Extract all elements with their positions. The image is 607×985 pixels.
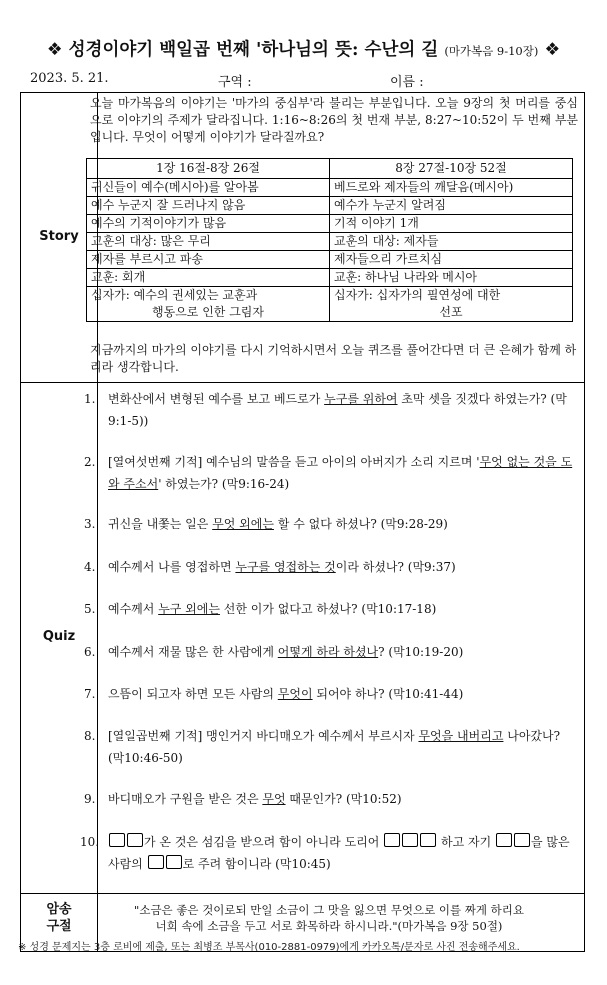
cell-line: 선포 xyxy=(439,305,463,319)
row-divider xyxy=(21,382,584,383)
table-row xyxy=(87,215,573,233)
question-key: 누구를 위하여 xyxy=(324,392,398,406)
diamond-icon: ❖ xyxy=(544,40,561,60)
story-intro: 오늘 마가복음의 이야기는 '마가의 중심부'라 불리는 부분입니다. 오늘 9장의 첫 머리를 중심으로 이야기의 주제가 달라집니다. 1:16~8:26의 첫 번재 부분, 8:27~10:52이 두 번째 부분입니다. 무엇이 어떻게 이야기가 달라질까요? xyxy=(90,96,578,144)
question-key: 누구를 영접하는 것 xyxy=(235,560,336,574)
table-cell: 교훈의 대상: 많은 무리 xyxy=(87,233,330,251)
question-key: 누구 외에는 xyxy=(158,602,220,616)
date: 2023. 5. 21. xyxy=(30,71,109,86)
question-text: 으뜸이 되고자 하면 모든 사람의 xyxy=(108,687,278,701)
blank-box xyxy=(127,833,143,847)
question-text: ' 하였는가? (막9:16-24) xyxy=(158,477,290,491)
table-cell: 예수 누군지 잘 드러나지 않음 xyxy=(87,197,330,215)
quiz-question xyxy=(84,641,573,663)
question-text: 선한 이가 없다고 하셨나? (막10:17-18) xyxy=(219,602,437,616)
memory-label-line: 암송 xyxy=(46,902,72,917)
question-key: 어떻게 하라 하셨나 xyxy=(277,645,379,659)
district-label: 구역 : xyxy=(218,75,252,90)
name-label: 이름 : xyxy=(390,75,424,90)
quiz-question xyxy=(84,683,573,705)
quiz-question xyxy=(84,451,573,495)
question-text: 을 많은 사람의 xyxy=(108,835,570,871)
question-text: 할 수 없다 하셨나? (막9:28-29) xyxy=(273,517,448,531)
question-text: 때문인가? (막10:52) xyxy=(285,792,402,806)
quiz-question xyxy=(84,725,573,769)
table-cell: 교훈의 대상: 제자들 xyxy=(330,233,573,251)
memory-verse xyxy=(84,902,574,934)
cell-line: 십자가: 십자가의 필연성에 대한 xyxy=(334,288,501,302)
memory-verse-line: "소금은 좋은 것이로되 만일 소금이 그 맛을 잃으면 무엇으로 이를 짜게 하리요 xyxy=(134,903,524,917)
blank-box xyxy=(514,833,530,847)
title-main: '하나님의 뜻: 수난의 길 xyxy=(255,40,439,60)
question-text: [열일곱번째 기적] 맹인거지 바디매오가 예수께서 부르시자 xyxy=(108,729,419,743)
table-cell: 예수의 기적이야기가 많음 xyxy=(87,215,330,233)
table-cell xyxy=(87,287,330,322)
table-row xyxy=(87,269,573,287)
question-text: 로 주려 함이니라 (막10:45) xyxy=(182,857,331,871)
table-row xyxy=(87,179,573,197)
page-title xyxy=(0,36,607,61)
memory-label-line: 구절 xyxy=(46,919,72,934)
question-number: 6. xyxy=(84,645,96,659)
table-cell: 교훈: 회개 xyxy=(87,269,330,287)
footnote: ※ 성경 문제지는 3층 로비에 제출, 또는 최병조 부목사(010-2881-0979)에게 카카오톡/문자로 사진 전송해주세요. xyxy=(18,942,520,953)
diamond-icon: ❖ xyxy=(46,40,63,60)
question-key: 무엇이 xyxy=(277,687,313,701)
blank-box xyxy=(402,833,418,847)
question-number: 4. xyxy=(84,560,96,574)
table-cell: 교훈: 하나님 나라와 메시아 xyxy=(330,269,573,287)
table-cell: 귀신들이 예수(메시아)를 알아봄 xyxy=(87,179,330,197)
blank-box xyxy=(148,855,164,869)
quiz-question xyxy=(84,788,573,810)
table-cell: 제자를 부르시고 파송 xyxy=(87,251,330,269)
question-number: 2. xyxy=(84,455,96,469)
question-key: 무엇 xyxy=(262,792,286,806)
table-cell: 예수가 누군지 알려짐 xyxy=(330,197,573,215)
question-number: 5. xyxy=(84,602,96,616)
quiz-question xyxy=(80,831,573,875)
quiz-question xyxy=(84,388,573,432)
blank-box xyxy=(496,833,512,847)
blank-box xyxy=(166,855,182,869)
question-text: 예수께서 나를 영접하면 xyxy=(108,560,236,574)
question-text: [열여섯번째 기적] 예수님의 말씀을 듣고 아이의 아버지가 소리 지르며 ' xyxy=(108,455,480,469)
question-key: 무엇 외에는 xyxy=(212,517,274,531)
blank-box xyxy=(420,833,436,847)
question-number: 1. xyxy=(84,392,96,406)
title-sub: (마가복음 9-10장) xyxy=(444,44,539,58)
blank-box xyxy=(384,833,400,847)
question-text: 나아갔나? (막10:46-50) xyxy=(108,729,561,765)
table-cell: 베드로와 제자들의 깨달음(메시아) xyxy=(330,179,573,197)
question-text: 변화산에서 변형된 예수를 보고 베드로가 xyxy=(108,392,325,406)
question-text: 초막 셋을 짓겠다 하였는가? (막9:1-5)) xyxy=(108,392,567,428)
title-text: 성경이야기 백일곱 번째 xyxy=(68,40,250,60)
blank-box xyxy=(109,833,125,847)
question-text: 예수께서 재물 많은 한 사람에게 xyxy=(108,645,278,659)
story-label: Story xyxy=(39,229,79,244)
question-number: 9. xyxy=(84,792,96,806)
question-text: 하고 자기 xyxy=(437,835,495,849)
question-text: ? (막10:19-20) xyxy=(378,645,464,659)
question-key: 무엇 없는 것을 도와 주소서 xyxy=(108,455,573,491)
table-row xyxy=(87,197,573,215)
question-key: 무엇을 내버리고 xyxy=(418,729,504,743)
question-text: 예수께서 xyxy=(108,602,159,616)
question-text: 귀신을 내쫓는 일은 xyxy=(108,517,213,531)
quiz-question xyxy=(84,598,573,620)
question-number: 7. xyxy=(84,687,96,701)
table-cell: 제자들으리 가르치심 xyxy=(330,251,573,269)
table-header: 8장 27절-10장 52절 xyxy=(330,159,573,179)
quiz-label: Quiz xyxy=(42,629,76,644)
memory-verse-line: 너희 속에 소금을 두고 서로 화목하라 하시니라."(마가복음 9장 50절) xyxy=(155,919,503,933)
comparison-table xyxy=(86,158,573,322)
cell-line: 십자가: 예수의 권세있는 교훈과 xyxy=(91,288,258,302)
question-text: 가 온 것은 섬김을 받으려 함이 아니라 도리어 xyxy=(144,835,384,849)
table-cell xyxy=(330,287,573,322)
cell-line: 행동으로 인한 그림자 xyxy=(152,305,264,319)
quiz-question xyxy=(84,556,573,578)
question-text: 되어야 하나? (막10:41-44) xyxy=(312,687,464,701)
question-number: 3. xyxy=(84,517,96,531)
table-cell: 기적 이야기 1개 xyxy=(330,215,573,233)
table-header: 1장 16절-8장 26절 xyxy=(87,159,330,179)
question-number: 10. xyxy=(80,835,100,849)
table-row xyxy=(87,233,573,251)
table-row xyxy=(87,251,573,269)
question-text: 이라 하셨나? (막9:37) xyxy=(335,560,456,574)
row-divider xyxy=(21,893,584,894)
table-row xyxy=(87,287,573,322)
question-text: 바디매오가 구원을 받은 것은 xyxy=(108,792,263,806)
question-number: 8. xyxy=(84,729,96,743)
story-outro: 지금까지의 마가의 이야기를 다시 기억하시면서 오늘 퀴즈를 풀어간다면 더 큰 은혜가 함께 하리라 생각합니다. xyxy=(90,343,577,374)
quiz-question xyxy=(84,513,573,535)
